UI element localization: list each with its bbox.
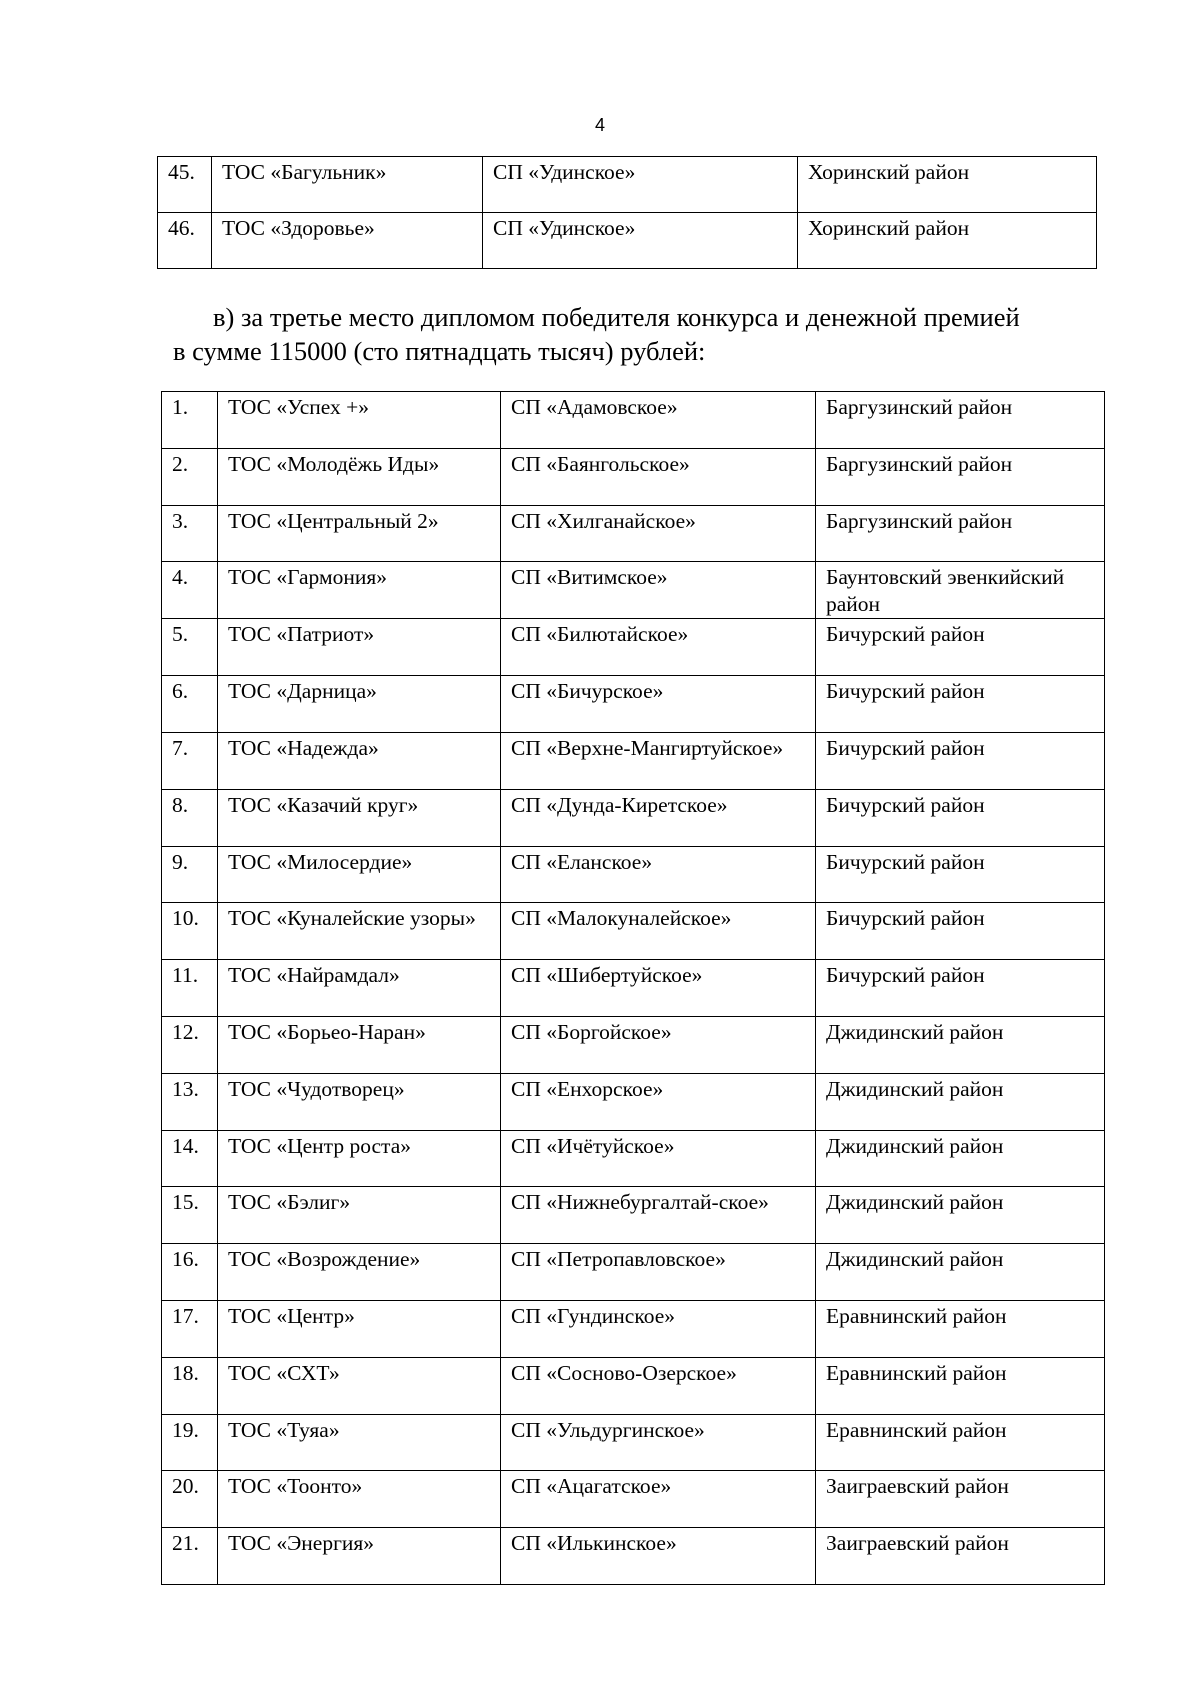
row-number-cell: 15. — [162, 1187, 218, 1244]
row-number-cell: 5. — [162, 619, 218, 676]
settlement-cell: СП «Бичурское» — [501, 676, 816, 733]
table-row — [162, 1528, 1105, 1585]
tos-name-cell: ТОС «Патриот» — [218, 619, 501, 676]
row-number-cell: 4. — [162, 562, 218, 619]
settlement-cell: СП «Петропавловское» — [501, 1244, 816, 1301]
tos-name-cell: ТОС «Энергия» — [218, 1528, 501, 1585]
tos-name-cell: ТОС «Надежда» — [218, 732, 501, 789]
table-row — [162, 505, 1105, 562]
district-cell: Джидинский район — [816, 1073, 1105, 1130]
tos-name-cell: ТОС «Борьео-Наран» — [218, 1016, 501, 1073]
district-cell: Баргузинский район — [816, 505, 1105, 562]
district-cell: Заиграевский район — [816, 1471, 1105, 1528]
tos-name-cell: ТОС «Найрамдал» — [218, 960, 501, 1017]
award-line-2: в сумме 115000 (сто пятнадцать тысяч) рублей: — [173, 336, 706, 366]
row-number-cell: 8. — [162, 789, 218, 846]
row-number-cell: 12. — [162, 1016, 218, 1073]
table-row — [162, 903, 1105, 960]
district-cell: Бичурский район — [816, 676, 1105, 733]
settlement-cell: СП «Хилганайское» — [501, 505, 816, 562]
district-cell: Бичурский район — [816, 960, 1105, 1017]
tos-name-cell: ТОС «Здоровье» — [212, 213, 483, 269]
table-row — [158, 157, 1097, 213]
settlement-cell: СП «Ульдургинское» — [501, 1414, 816, 1471]
district-cell: Баунтовский эвенкийский район — [816, 562, 1105, 619]
settlement-cell: СП «Витимское» — [501, 562, 816, 619]
row-number-cell: 21. — [162, 1528, 218, 1585]
row-number-cell: 46. — [158, 213, 212, 269]
award-line-1: в) за третье место дипломом победителя конкурса и денежной премией — [213, 302, 1020, 332]
table-row — [162, 732, 1105, 789]
table-row — [162, 846, 1105, 903]
district-cell: Джидинский район — [816, 1130, 1105, 1187]
district-cell: Хоринский район — [798, 157, 1097, 213]
district-cell: Бичурский район — [816, 846, 1105, 903]
row-number-cell: 16. — [162, 1244, 218, 1301]
district-cell: Еравнинский район — [816, 1414, 1105, 1471]
settlement-cell: СП «Адамовское» — [501, 392, 816, 449]
settlement-cell: СП «Гундинское» — [501, 1300, 816, 1357]
winners-table-continued — [157, 156, 1097, 269]
row-number-cell: 17. — [162, 1300, 218, 1357]
row-number-cell: 11. — [162, 960, 218, 1017]
page-number: 4 — [594, 115, 605, 135]
tos-name-cell: ТОС «Бэлиг» — [218, 1187, 501, 1244]
tos-name-cell: ТОС «Туяа» — [218, 1414, 501, 1471]
table-row — [162, 448, 1105, 505]
row-number-cell: 9. — [162, 846, 218, 903]
table-row — [162, 789, 1105, 846]
settlement-cell: СП «Билютайское» — [501, 619, 816, 676]
third-place-winners-table-body — [162, 392, 1105, 1585]
tos-name-cell: ТОС «СХТ» — [218, 1357, 501, 1414]
award-paragraph — [173, 300, 1093, 368]
table-row — [162, 562, 1105, 619]
district-cell: Баргузинский район — [816, 392, 1105, 449]
table-row — [162, 960, 1105, 1017]
row-number-cell: 20. — [162, 1471, 218, 1528]
table-row — [162, 1414, 1105, 1471]
settlement-cell: СП «Дунда-Киретское» — [501, 789, 816, 846]
district-cell: Бичурский район — [816, 619, 1105, 676]
table-row — [162, 1244, 1105, 1301]
tos-name-cell: ТОС «Центральный 2» — [218, 505, 501, 562]
row-number-cell: 13. — [162, 1073, 218, 1130]
table-row — [162, 1016, 1105, 1073]
district-cell: Бичурский район — [816, 789, 1105, 846]
settlement-cell: СП «Илькинское» — [501, 1528, 816, 1585]
settlement-cell: СП «Малокуналейское» — [501, 903, 816, 960]
table-row — [162, 619, 1105, 676]
district-cell: Бичурский район — [816, 732, 1105, 789]
table-row — [162, 676, 1105, 733]
row-number-cell: 10. — [162, 903, 218, 960]
settlement-cell: СП «Баянгольское» — [501, 448, 816, 505]
settlement-cell: СП «Сосново-Озерское» — [501, 1357, 816, 1414]
settlement-cell: СП «Ацагатское» — [501, 1471, 816, 1528]
tos-name-cell: ТОС «Тоонто» — [218, 1471, 501, 1528]
table-row — [158, 213, 1097, 269]
row-number-cell: 1. — [162, 392, 218, 449]
district-cell: Джидинский район — [816, 1016, 1105, 1073]
district-cell: Хоринский район — [798, 213, 1097, 269]
settlement-cell: СП «Боргойское» — [501, 1016, 816, 1073]
row-number-cell: 14. — [162, 1130, 218, 1187]
table-row — [162, 1471, 1105, 1528]
tos-name-cell: ТОС «Гармония» — [218, 562, 501, 619]
settlement-cell: СП «Шибертуйское» — [501, 960, 816, 1017]
tos-name-cell: ТОС «Центр роста» — [218, 1130, 501, 1187]
settlement-cell: СП «Еланское» — [501, 846, 816, 903]
table-row — [162, 1187, 1105, 1244]
row-number-cell: 45. — [158, 157, 212, 213]
tos-name-cell: ТОС «Багульник» — [212, 157, 483, 213]
table-row — [162, 1357, 1105, 1414]
row-number-cell: 18. — [162, 1357, 218, 1414]
tos-name-cell: ТОС «Милосердие» — [218, 846, 501, 903]
district-cell: Еравнинский район — [816, 1357, 1105, 1414]
tos-name-cell: ТОС «Возрождение» — [218, 1244, 501, 1301]
settlement-cell: СП «Удинское» — [483, 157, 798, 213]
row-number-cell: 3. — [162, 505, 218, 562]
tos-name-cell: ТОС «Чудотворец» — [218, 1073, 501, 1130]
row-number-cell: 2. — [162, 448, 218, 505]
tos-name-cell: ТОС «Центр» — [218, 1300, 501, 1357]
tos-name-cell: ТОС «Казачий круг» — [218, 789, 501, 846]
settlement-cell: СП «Нижнебургалтай-ское» — [501, 1187, 816, 1244]
table-row — [162, 392, 1105, 449]
row-number-cell: 19. — [162, 1414, 218, 1471]
tos-name-cell: ТОС «Дарница» — [218, 676, 501, 733]
table-row — [162, 1073, 1105, 1130]
tos-name-cell: ТОС «Успех +» — [218, 392, 501, 449]
tos-name-cell: ТОС «Молодёжь Иды» — [218, 448, 501, 505]
third-place-winners-table — [161, 391, 1105, 1585]
district-cell: Еравнинский район — [816, 1300, 1105, 1357]
district-cell: Джидинский район — [816, 1187, 1105, 1244]
district-cell: Заиграевский район — [816, 1528, 1105, 1585]
settlement-cell: СП «Енхорское» — [501, 1073, 816, 1130]
district-cell: Джидинский район — [816, 1244, 1105, 1301]
winners-table-continued-body — [158, 157, 1097, 269]
settlement-cell: СП «Верхне-Мангиртуйское» — [501, 732, 816, 789]
row-number-cell: 6. — [162, 676, 218, 733]
settlement-cell: СП «Ичётуйское» — [501, 1130, 816, 1187]
table-row — [162, 1300, 1105, 1357]
tos-name-cell: ТОС «Куналейские узоры» — [218, 903, 501, 960]
table-row — [162, 1130, 1105, 1187]
settlement-cell: СП «Удинское» — [483, 213, 798, 269]
row-number-cell: 7. — [162, 732, 218, 789]
district-cell: Бичурский район — [816, 903, 1105, 960]
district-cell: Баргузинский район — [816, 448, 1105, 505]
